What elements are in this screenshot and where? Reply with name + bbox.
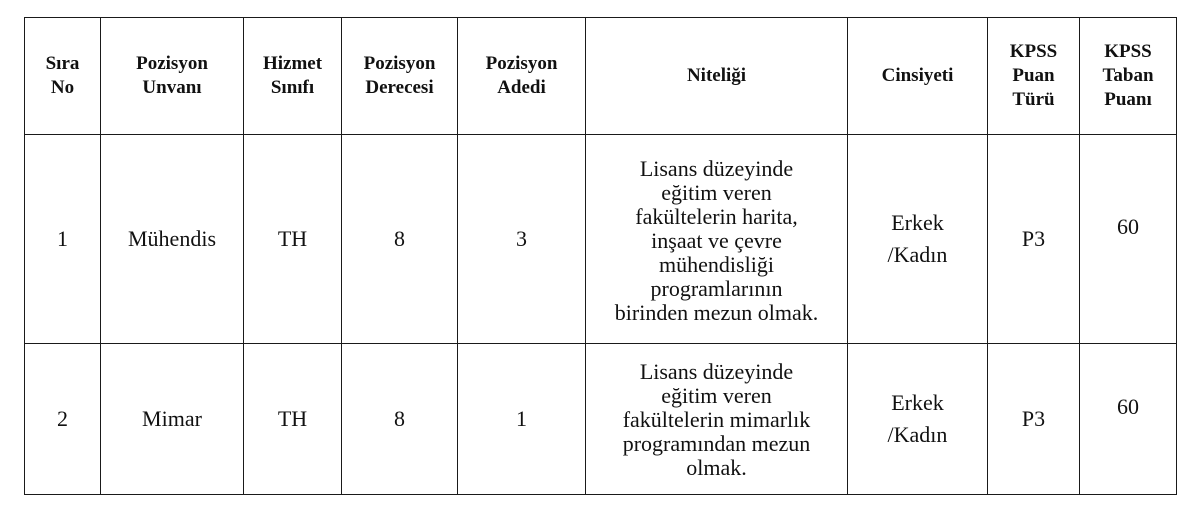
header-row — [25, 18, 1177, 135]
cell-pozisyon-adedi: 1 — [458, 344, 586, 495]
header-hizmet-sinifi: Hizmet Sınıfı — [244, 18, 342, 135]
cell-cinsiyeti: Erkek /Kadın — [848, 344, 988, 495]
cell-kpss-puan-turu: P3 — [988, 344, 1080, 495]
cell-kpss-taban-puani: 60 — [1080, 344, 1177, 495]
header-pozisyon-derecesi: Pozisyon Derecesi — [342, 18, 458, 135]
cell-niteligi: Lisans düzeyinde eğitim veren fakültelerin harita, inşaat ve çevre mühendisliği programlarının birinden mezun olmak. — [586, 135, 848, 344]
header-kpss-taban-puani: KPSS Taban Puanı — [1080, 18, 1177, 135]
cell-sira-no: 1 — [25, 135, 101, 344]
header-pozisyon-adedi: Pozisyon Adedi — [458, 18, 586, 135]
table-row — [25, 344, 1177, 495]
cell-kpss-puan-turu: P3 — [988, 135, 1080, 344]
cell-kpss-taban-puani: 60 — [1080, 135, 1177, 344]
cell-hizmet-sinifi: TH — [244, 135, 342, 344]
header-pozisyon-unvani: Pozisyon Unvanı — [101, 18, 244, 135]
cell-pozisyon-derecesi: 8 — [342, 344, 458, 495]
cell-pozisyon-unvani: Mühendis — [101, 135, 244, 344]
cell-sira-no: 2 — [25, 344, 101, 495]
cell-niteligi: Lisans düzeyinde eğitim veren fakültelerin mimarlık programından mezun olmak. — [586, 344, 848, 495]
positions-table — [24, 17, 1177, 495]
header-sira-no: Sıra No — [25, 18, 101, 135]
header-niteligi: Niteliği — [586, 18, 848, 135]
cell-pozisyon-derecesi: 8 — [342, 135, 458, 344]
cell-pozisyon-unvani: Mimar — [101, 344, 244, 495]
cell-hizmet-sinifi: TH — [244, 344, 342, 495]
cell-pozisyon-adedi: 3 — [458, 135, 586, 344]
header-kpss-puan-turu: KPSS Puan Türü — [988, 18, 1080, 135]
header-cinsiyeti: Cinsiyeti — [848, 18, 988, 135]
cell-cinsiyeti: Erkek /Kadın — [848, 135, 988, 344]
table-row — [25, 135, 1177, 344]
